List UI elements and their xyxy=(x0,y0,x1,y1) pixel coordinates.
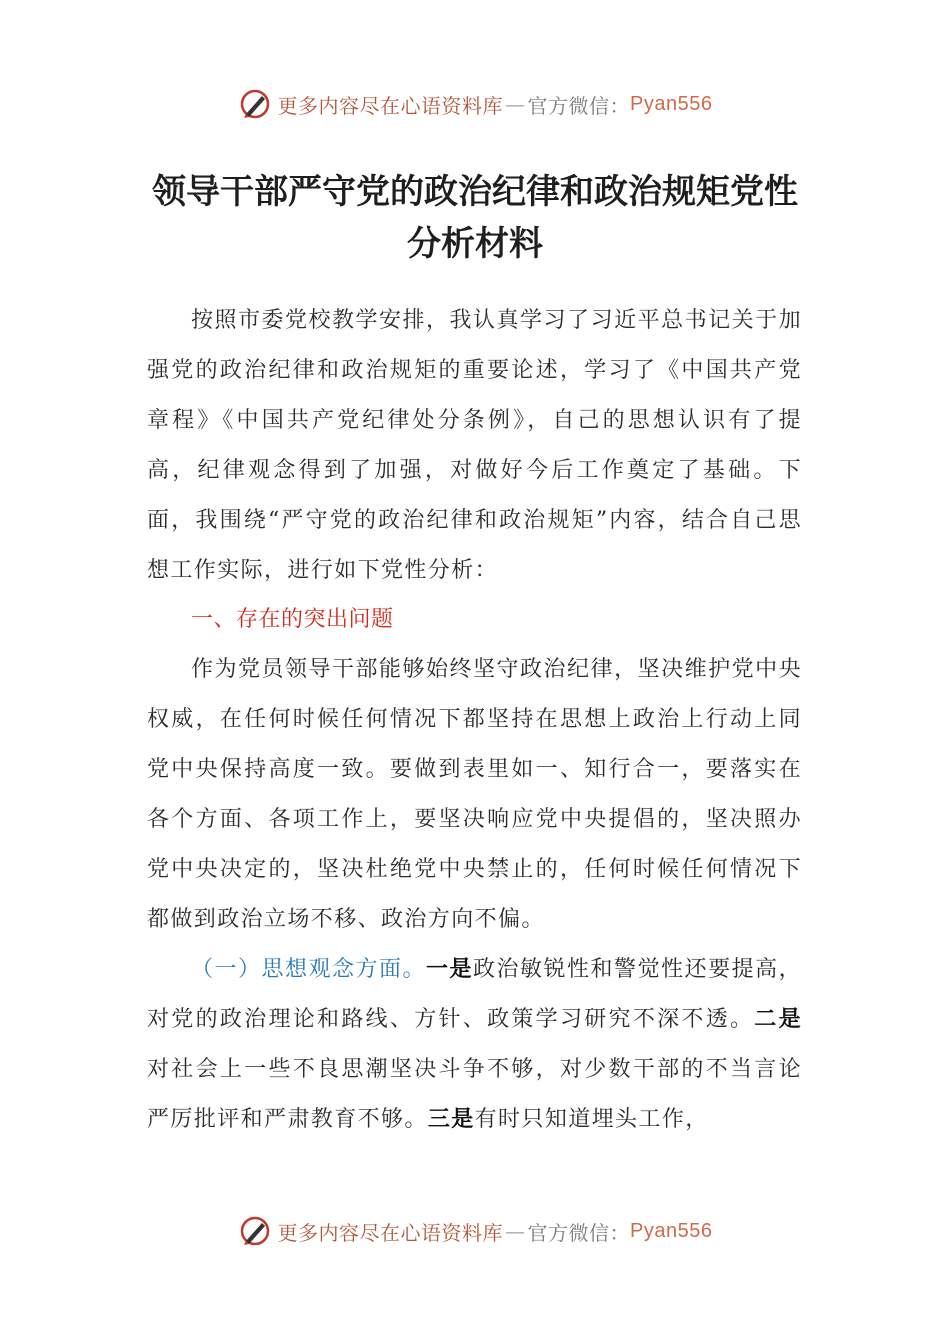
section-paragraph: 作为党员领导干部能够始终坚守政治纪律，坚决维护党中央权威，在任何时候任何情况下都坚持在思想上政治上行动上同党中央保持高度一致。要做到表里如一、知行合一，要落实在各个方面、各项工作上，要坚决响应党中央提倡的，坚决照办党中央决定的，坚决杜绝党中央禁止的，任何时候任何情况下都做到政治立场不移、政治方向不偏。 xyxy=(147,657,802,932)
pen-logo-icon xyxy=(238,87,272,121)
intro-paragraph: 按照市委党校教学安排，我认真学习了习近平总书记关于加强党的政治纪律和政治规矩的重要论述，学习了《中国共产党章程》《中国共产党纪律处分条例》，自己的思想认识有了提高，纪律观念得到了加强，对做好今后工作奠定了基础。下面，我围绕“严守党的政治纪律和政治规矩”内容，结合自己思想工作实际，进行如下党性分析： xyxy=(147,308,802,583)
title-line-2: 分析材料 xyxy=(407,224,543,264)
point-2-label: 二是 xyxy=(754,1005,802,1032)
banner-brand: 更多内容尽在心语资料库 xyxy=(277,1220,504,1245)
point-3-text: 有时只知道埋头工作， xyxy=(474,1106,709,1132)
section-heading-problems: 一、存在的突出问题 xyxy=(191,607,394,633)
title-line-1: 领导干部严守党的政治纪律和政治规矩党性 xyxy=(152,172,798,212)
header-banner xyxy=(0,84,950,124)
banner-wechat-id: Pyan556 xyxy=(630,1219,713,1242)
point-1-text: 政治敏锐性和警觉性还要提高，对党的政治理论和路线、方针、政策学习研究不深不透。 xyxy=(147,956,802,1032)
point-1-label: 一是 xyxy=(426,955,474,982)
banner-dash: — xyxy=(505,1219,526,1243)
point-2-text: 对社会上一些不良思潮坚决斗争不够，对少数干部的不当言论严厉批评和严肃教育不够。 xyxy=(147,1056,802,1132)
subsection-heading: （一）思想观念方面。 xyxy=(191,956,427,982)
banner-dash: — xyxy=(505,92,526,116)
banner-brand: 更多内容尽在心语资料库 xyxy=(277,93,504,118)
document-title xyxy=(120,166,830,270)
banner-wechat-id: Pyan556 xyxy=(630,92,713,115)
point-3-label: 三是 xyxy=(427,1105,475,1132)
pen-logo-icon xyxy=(238,1214,272,1248)
document-body xyxy=(147,296,802,1144)
banner-wechat-label: 官方微信： xyxy=(527,1220,631,1245)
banner-wechat-label: 官方微信： xyxy=(527,93,631,118)
subsection-paragraph xyxy=(147,945,802,1145)
footer-banner xyxy=(0,1211,950,1251)
